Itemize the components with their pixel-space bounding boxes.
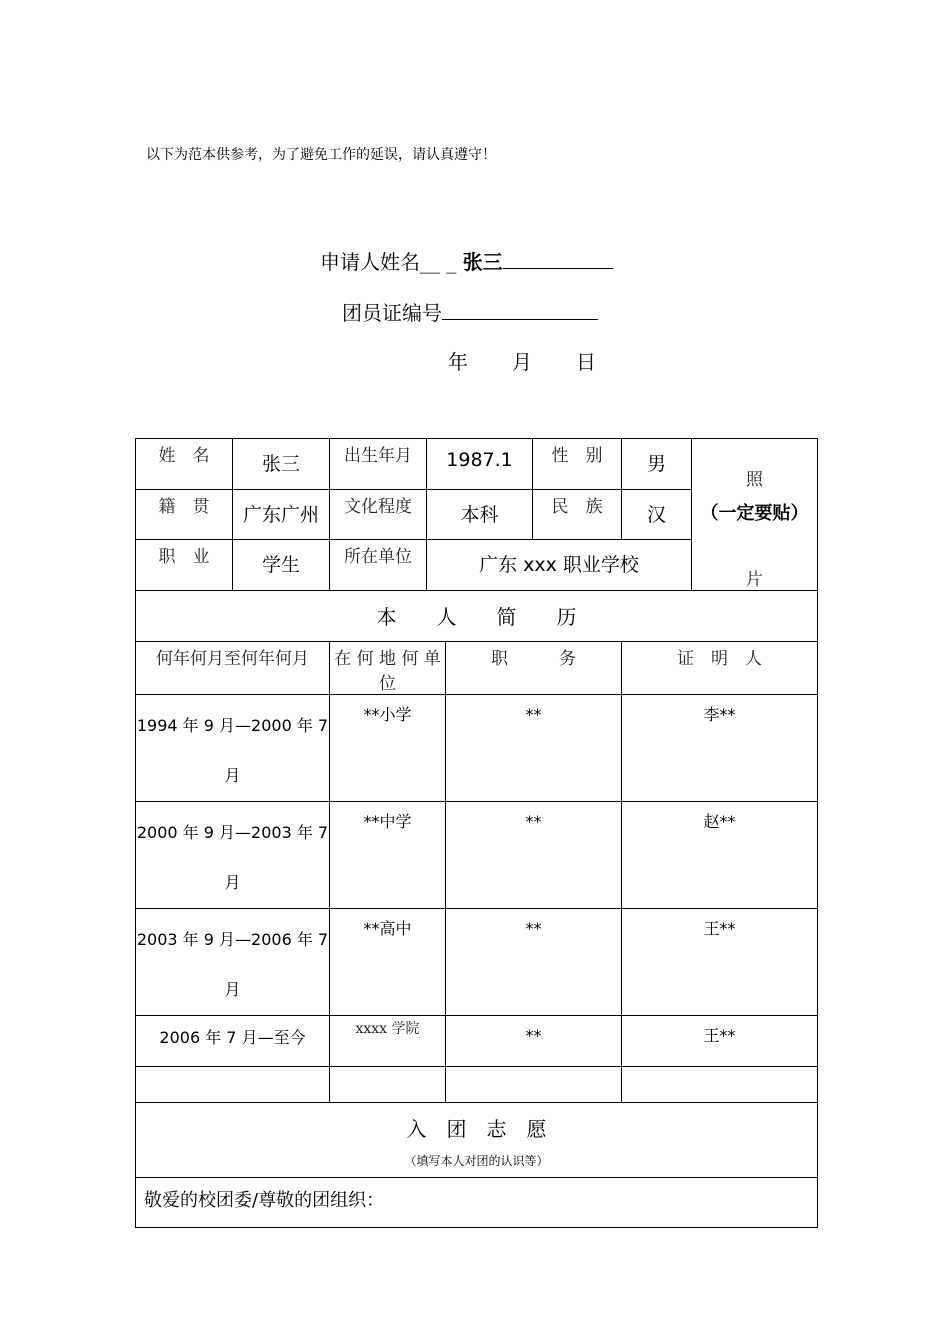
native-label: 籍 贯 <box>136 490 233 540</box>
table-row <box>136 802 818 909</box>
history-title-row <box>136 591 818 642</box>
application-title-row <box>136 1103 818 1178</box>
history-place: xxxx 学院 <box>330 1016 446 1067</box>
photo-text-top: 照 <box>746 470 764 490</box>
gender-label: 性 别 <box>533 439 622 490</box>
history-witness: 赵** <box>622 802 818 909</box>
member-id-line <box>342 297 598 326</box>
history-witness: 王** <box>622 1016 818 1067</box>
gender-value: 男 <box>622 439 692 490</box>
history-title: 本 人 简 历 <box>136 591 818 642</box>
application-title: 入 团 志 愿 <box>406 1117 547 1141</box>
name-value: 张三 <box>233 439 330 490</box>
history-header-row <box>136 642 818 695</box>
applicant-name-label: 申请人姓名 <box>320 250 420 274</box>
unit-value: 广东 xxx 职业学校 <box>427 540 692 591</box>
history-duty: ** <box>446 1016 622 1067</box>
native-value: 广东广州 <box>233 490 330 540</box>
history-place: **中学 <box>330 802 446 909</box>
date-year: 年 <box>448 350 468 374</box>
unit-label: 所在单位 <box>330 540 427 591</box>
history-duty: ** <box>446 909 622 1016</box>
photo-text-bottom: 片 <box>746 570 764 590</box>
empty-cell <box>136 1067 330 1103</box>
history-header-place: 在 何 地 何 单 位 <box>330 642 446 695</box>
birth-label: 出生年月 <box>330 439 427 490</box>
applicant-name-blank: __ _ <box>420 250 463 274</box>
history-witness: 王** <box>622 909 818 1016</box>
application-title-cell <box>136 1103 818 1178</box>
history-period: 1994 年 9 月—2000 年 7 月 <box>136 695 330 802</box>
birth-value: 1987.1 <box>427 439 533 490</box>
occupation-value: 学生 <box>233 540 330 591</box>
history-period: 2003 年 9 月—2006 年 7 月 <box>136 909 330 1016</box>
history-period: 2000 年 9 月—2003 年 7 月 <box>136 802 330 909</box>
history-duty: ** <box>446 695 622 802</box>
education-value: 本科 <box>427 490 533 540</box>
applicant-name-underline <box>503 250 613 269</box>
member-id-label: 团员证编号 <box>342 301 442 325</box>
date-month: 月 <box>512 350 532 374</box>
date-day: 日 <box>576 350 596 374</box>
application-greeting: 敬爱的校团委/尊敬的团组织： <box>136 1178 818 1228</box>
history-witness: 李** <box>622 695 818 802</box>
occupation-label: 职 业 <box>136 540 233 591</box>
history-header-period: 何年何月至何年何月 <box>136 642 330 695</box>
reference-note: 以下为范本供参考，为了避免工作的延误，请认真遵守！ <box>146 147 496 163</box>
table-row <box>136 909 818 1016</box>
history-period: 2006 年 7 月—至今 <box>136 1016 330 1067</box>
name-label: 姓 名 <box>136 439 233 490</box>
application-form-table <box>135 438 818 1228</box>
table-row <box>136 1016 818 1067</box>
history-header-duty: 职 务 <box>446 642 622 695</box>
application-subtitle: （填写本人对团的认识等） <box>404 1154 549 1168</box>
ethnic-label: 民 族 <box>533 490 622 540</box>
education-label: 文化程度 <box>330 490 427 540</box>
history-duty: ** <box>446 802 622 909</box>
history-place: **高中 <box>330 909 446 1016</box>
photo-box <box>692 439 818 591</box>
applicant-name-value: 张三 <box>462 250 503 274</box>
empty-cell <box>330 1067 446 1103</box>
applicant-name-line <box>320 246 613 275</box>
application-body-row <box>136 1178 818 1228</box>
table-row-empty <box>136 1067 818 1103</box>
history-place: **小学 <box>330 695 446 802</box>
table-row <box>136 695 818 802</box>
photo-must-paste: （一定要贴） <box>700 503 809 524</box>
empty-cell <box>622 1067 818 1103</box>
ethnic-value: 汉 <box>622 490 692 540</box>
member-id-underline <box>442 301 598 320</box>
personal-row-1 <box>136 439 818 490</box>
history-header-witness: 证 明 人 <box>622 642 818 695</box>
empty-cell <box>446 1067 622 1103</box>
date-line <box>448 346 640 375</box>
